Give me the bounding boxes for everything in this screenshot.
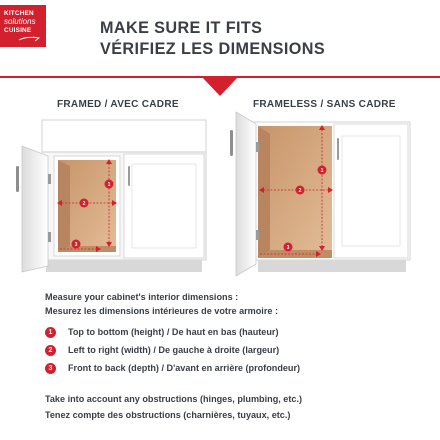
step-text: Front to back (depth) / D'avant en arrière (profondeur)	[68, 363, 301, 373]
marker-3	[284, 243, 293, 252]
page-title	[100, 18, 325, 60]
hinge	[48, 232, 51, 242]
cabinet-door-open	[236, 112, 256, 276]
marker-2-label: 2	[298, 187, 302, 194]
marker-2	[80, 199, 89, 208]
cabinet-top	[42, 120, 206, 152]
marker-1	[105, 180, 114, 189]
marker-1	[318, 166, 327, 175]
logo-swoosh-icon	[18, 36, 40, 42]
logo-text-kitchen: KITCHEN	[4, 10, 34, 17]
cabinet-door-open	[22, 146, 48, 272]
marker-1-label: 1	[320, 167, 324, 174]
divider-arrow-icon	[201, 76, 239, 96]
door-handle-open	[230, 130, 233, 156]
instructions-intro	[45, 290, 278, 318]
door-handle-open	[16, 166, 19, 192]
hinge	[256, 142, 259, 152]
cabinet-door-right	[334, 124, 408, 258]
logo-text-cuisine: CUISINE	[4, 27, 32, 34]
marker-1-label: 1	[107, 181, 111, 188]
label-framed: FRAMED / AVEC CADRE	[57, 99, 179, 110]
label-frameless: FRAMELESS / SANS CADRE	[253, 99, 396, 110]
brand-logo[interactable]	[0, 5, 46, 47]
step-number-badge: 2	[45, 345, 56, 356]
intro-english: Measure your cabinet's interior dimensions :	[45, 292, 239, 302]
note-english: Take into account any obstructions (hinges, plumbing, etc.)	[45, 394, 303, 404]
frameless-cabinet-illustration	[220, 108, 440, 286]
framed-cabinet-illustration	[0, 108, 220, 286]
step-number-badge: 3	[45, 363, 56, 374]
step-text: Top to bottom (height) / De haut en bas (hauteur)	[68, 327, 279, 337]
title-english: MAKE SURE IT FITS	[100, 19, 263, 37]
intro-french: Mesurez les dimensions intérieures de votre armoire :	[45, 306, 278, 316]
header	[0, 0, 440, 78]
cabinet-base	[258, 260, 406, 272]
logo-text-solutions: solutions	[4, 17, 36, 26]
marker-3	[72, 240, 81, 249]
hinge	[48, 174, 51, 184]
interior-side-wall	[58, 160, 70, 252]
door-handle-right	[128, 166, 130, 186]
step-text: Left to right (width) / De gauche à droite (largeur)	[68, 345, 280, 355]
step-number-badge: 1	[45, 327, 56, 338]
hinge	[256, 230, 259, 240]
title-french: VÉRIFIEZ LES DIMENSIONS	[100, 40, 326, 58]
marker-3-label: 3	[286, 244, 290, 251]
cabinet-door-right	[124, 154, 204, 258]
cabinet-base	[46, 260, 202, 272]
note-french: Tenez compte des obstructions (charnières, tuyaux, etc.)	[45, 410, 291, 420]
marker-2-label: 2	[82, 200, 86, 207]
door-handle-right	[337, 138, 339, 160]
marker-2	[296, 186, 305, 195]
obstruction-notes	[45, 391, 302, 423]
marker-3-label: 3	[74, 241, 78, 248]
